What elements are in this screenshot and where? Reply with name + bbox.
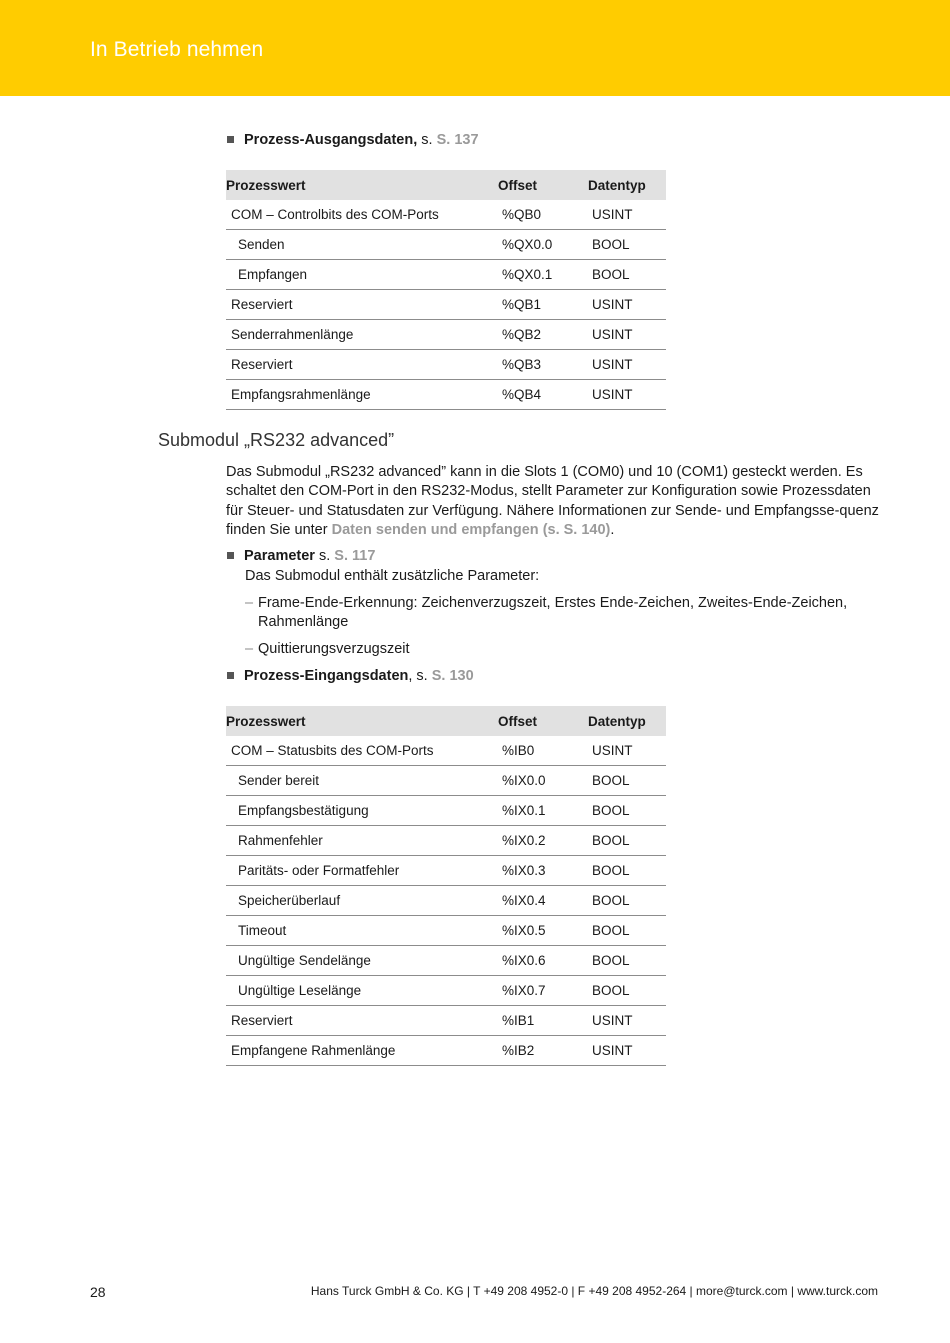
footer-contact-info: Hans Turck GmbH & Co. KG | T +49 208 4952-0 | F +49 208 4952-264 | more@turck.com | www.turck.com: [310, 1284, 878, 1298]
parameter-description: Das Submodul enthält zusätzliche Parameter:: [245, 568, 540, 584]
table-row: [226, 976, 666, 1006]
paragraph-text: Das Submodul „RS232 advanced” kann in die Slots 1 (COM0) und 10 (COM1) gesteckt werden. Es schaltet den COM-Port in den RS232-Modus, stellt Parameter zur Konfiguration sowie Prozessdaten für Steuer- und Statusdaten zur Verfügung. Nähere Informationen zur Sende- und Empfangsse-quenz finden Sie unter: [226, 464, 879, 538]
table-header-row: [226, 706, 666, 736]
cell-name: Reserviert: [226, 290, 498, 320]
cell-offset: %IX0.0: [498, 766, 588, 796]
cell-offset: %IX0.2: [498, 826, 588, 856]
cell-name: Ungültige Leselänge: [226, 976, 498, 1006]
cell-offset: %QB3: [498, 350, 588, 380]
section-paragraph: [226, 463, 886, 540]
table-row: [226, 826, 666, 856]
cell-type: BOOL: [588, 886, 666, 916]
table-row: [226, 350, 666, 380]
list-item: [245, 594, 885, 632]
bullet-sep: s.: [417, 132, 437, 148]
table-header-row: [226, 170, 666, 200]
cell-type: USINT: [588, 380, 666, 410]
cell-offset: %QB2: [498, 320, 588, 350]
page-reference-link[interactable]: S. 137: [436, 132, 479, 148]
cell-type: USINT: [588, 736, 666, 766]
cell-offset: %IX0.7: [498, 976, 588, 1006]
table-row: [226, 946, 666, 976]
cell-offset: %IX0.6: [498, 946, 588, 976]
cell-offset: %IX0.4: [498, 886, 588, 916]
cell-name: Ungültige Sendelänge: [226, 946, 498, 976]
cell-offset: %IX0.1: [498, 796, 588, 826]
header-band: [0, 0, 950, 96]
cell-name: Senderrahmenlänge: [226, 320, 498, 350]
table-row: [226, 290, 666, 320]
list-item-text: Quittierungsverzugszeit: [258, 641, 410, 657]
table-row: [226, 886, 666, 916]
cross-reference-link[interactable]: Daten senden und empfangen (s. S. 140): [331, 521, 611, 538]
square-bullet-icon: [227, 672, 234, 679]
cell-offset: %QB0: [498, 200, 588, 230]
cell-name: Reserviert: [226, 1006, 498, 1036]
dash-bullet-icon: –: [245, 595, 254, 611]
cell-name: Empfangsbestätigung: [226, 796, 498, 826]
cell-name: COM – Statusbits des COM-Ports: [226, 736, 498, 766]
table-row: [226, 320, 666, 350]
process-input-table: [226, 706, 666, 1066]
cell-offset: %IB0: [498, 736, 588, 766]
list-item-text: Frame-Ende-Erkennung: Zeichenverzugszeit, Erstes Ende-Zeichen, Zweites-Ende-Zeichen, Rahmenlänge: [258, 595, 848, 630]
table-row: [226, 766, 666, 796]
cell-name: Senden: [226, 230, 498, 260]
paragraph-end: .: [610, 521, 615, 538]
cell-name: Empfangsrahmenlänge: [226, 380, 498, 410]
column-header: Datentyp: [588, 706, 666, 736]
cell-type: USINT: [588, 1036, 666, 1066]
bullet-label: Prozess-Eingangsdaten: [244, 668, 409, 684]
table-row: [226, 200, 666, 230]
cell-name: Paritäts- oder Formatfehler: [226, 856, 498, 886]
cell-type: BOOL: [588, 796, 666, 826]
cell-type: BOOL: [588, 946, 666, 976]
table-row: [226, 1036, 666, 1066]
cell-type: BOOL: [588, 260, 666, 290]
cell-type: BOOL: [588, 916, 666, 946]
cell-offset: %QB4: [498, 380, 588, 410]
cell-type: BOOL: [588, 976, 666, 1006]
square-bullet-icon: [227, 552, 234, 559]
cell-offset: %QX0.1: [498, 260, 588, 290]
cell-offset: %IB1: [498, 1006, 588, 1036]
table-row: [226, 856, 666, 886]
cell-type: BOOL: [588, 856, 666, 886]
cell-name: COM – Controlbits des COM-Ports: [226, 200, 498, 230]
cell-offset: %IB2: [498, 1036, 588, 1066]
table-row: [226, 230, 666, 260]
cell-type: BOOL: [588, 826, 666, 856]
table-row: [226, 916, 666, 946]
square-bullet-icon: [227, 136, 234, 143]
section-heading: Submodul „RS232 advanced”: [158, 430, 395, 450]
column-header: Prozesswert: [226, 706, 498, 736]
bullet-sep: s.: [314, 548, 335, 564]
cell-name: Speicherüberlauf: [226, 886, 498, 916]
bullet-parameter: [227, 547, 375, 566]
list-item: [245, 640, 885, 659]
bullet-sep: , s.: [408, 668, 432, 684]
column-header: Offset: [498, 170, 588, 200]
column-header: Datentyp: [588, 170, 666, 200]
cell-type: USINT: [588, 200, 666, 230]
table-row: [226, 796, 666, 826]
bullet-label: Prozess-Ausgangsdaten,: [244, 132, 418, 148]
table-row: [226, 380, 666, 410]
bullet-process-output: [227, 131, 479, 150]
table-row: [226, 1006, 666, 1036]
cell-type: USINT: [588, 320, 666, 350]
table-row: [226, 736, 666, 766]
cell-offset: %QX0.0: [498, 230, 588, 260]
cell-type: USINT: [588, 290, 666, 320]
cell-offset: %IX0.5: [498, 916, 588, 946]
page-number: 28: [90, 1284, 106, 1300]
page-section-title: In Betrieb nehmen: [90, 38, 264, 61]
cell-type: BOOL: [588, 230, 666, 260]
cell-offset: %IX0.3: [498, 856, 588, 886]
process-output-table: [226, 170, 666, 410]
cell-name: Empfangene Rahmenlänge: [226, 1036, 498, 1066]
cell-name: Rahmenfehler: [226, 826, 498, 856]
page-reference-link[interactable]: S. 130: [431, 668, 474, 684]
cell-name: Sender bereit: [226, 766, 498, 796]
cell-name: Empfangen: [226, 260, 498, 290]
cell-offset: %QB1: [498, 290, 588, 320]
page-reference-link[interactable]: S. 117: [334, 548, 376, 564]
cell-name: Timeout: [226, 916, 498, 946]
cell-type: BOOL: [588, 766, 666, 796]
column-header: Offset: [498, 706, 588, 736]
cell-type: USINT: [588, 1006, 666, 1036]
cell-type: USINT: [588, 350, 666, 380]
dash-bullet-icon: –: [245, 641, 254, 657]
bullet-label: Parameter: [244, 548, 315, 564]
column-header: Prozesswert: [226, 170, 498, 200]
bullet-process-input: [227, 667, 474, 686]
cell-name: Reserviert: [226, 350, 498, 380]
table-row: [226, 260, 666, 290]
